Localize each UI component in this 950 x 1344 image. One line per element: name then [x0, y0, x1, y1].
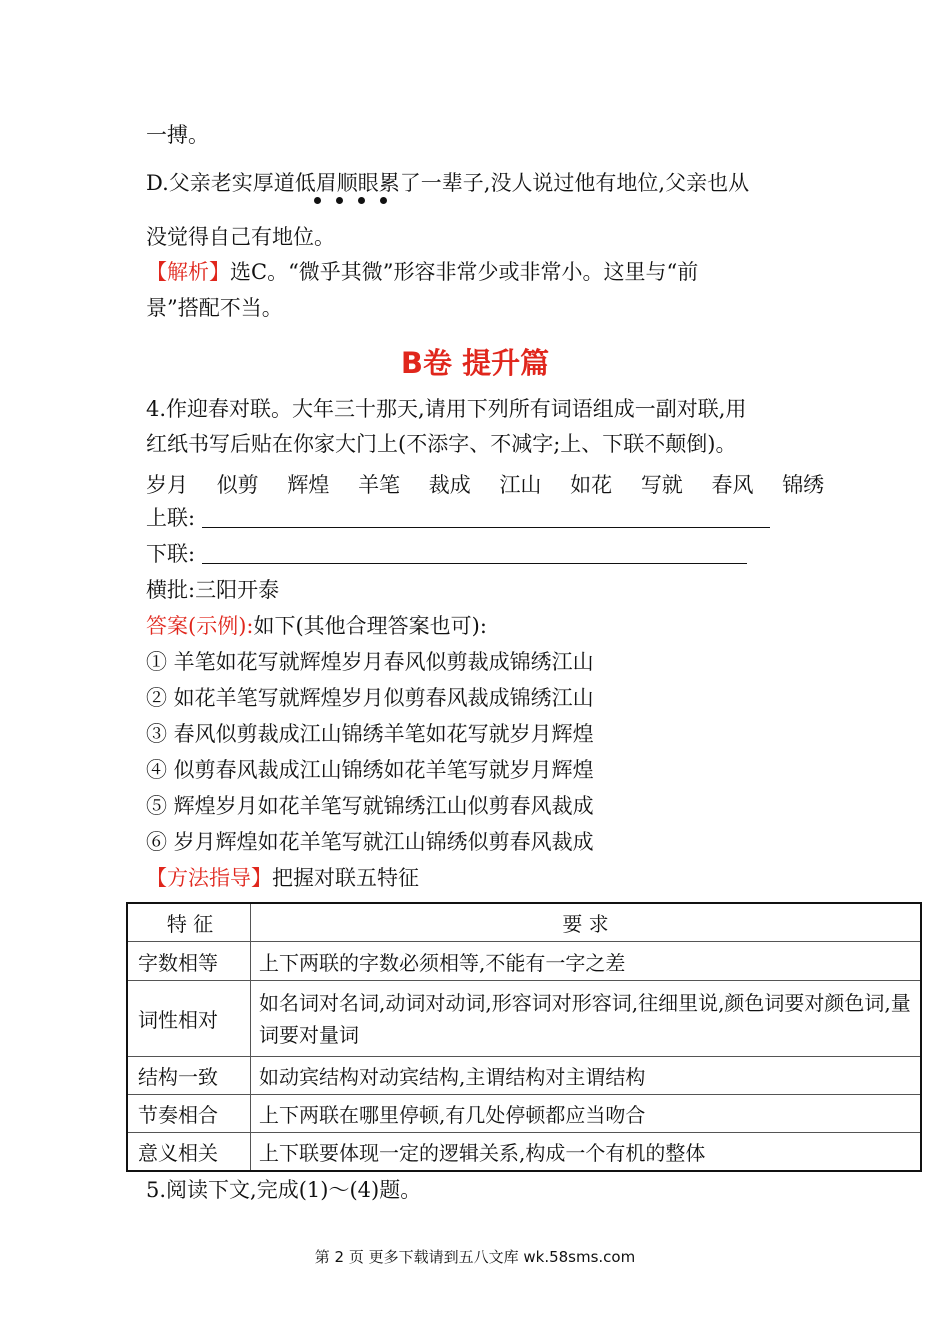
table-cell-feature: 结构一致 — [127, 1057, 251, 1095]
answer-item: ⑤ 辉煌岁月如花羊笔写就锦绣江山似剪春风裁成 — [146, 794, 594, 818]
answer-item: ③ 春风似剪裁成江山锦绣羊笔如花写就岁月辉煌 — [146, 722, 594, 746]
text-line: 一搏。 — [146, 123, 209, 147]
question-5-line1: 5.阅读下文,完成(1)～(4)题。 — [146, 1178, 422, 1202]
table-row — [127, 1057, 921, 1095]
answer-item: ② 如花羊笔写就辉煌岁月似剪春风裁成锦绣江山 — [146, 686, 594, 710]
answer-item: ⑥ 岁月辉煌如花羊笔写就江山锦绣似剪春风裁成 — [146, 830, 594, 854]
answer-tag: 答案(示例): — [146, 614, 254, 638]
table-cell-feature: 字数相等 — [127, 942, 251, 981]
answer-intro: 如下(其他合理答案也可): — [253, 614, 487, 638]
word-item: 似剪 — [216, 473, 259, 497]
word-item: 羊笔 — [358, 473, 401, 497]
method-tag: 【方法指导】 — [146, 866, 272, 890]
answer-item: ④ 似剪春风裁成江山锦绣如花羊笔写就岁月辉煌 — [146, 758, 594, 782]
question-4-line2: 红纸书写后贴在你家大门上(不添字、不减字;上、下联不颠倒)。 — [146, 432, 737, 456]
word-item: 江山 — [499, 473, 542, 497]
analysis-tag: 【解析】 — [146, 260, 230, 284]
question-4-line1: 4.作迎春对联。大年三十那天,请用下列所有词语组成一副对联,用 — [146, 397, 747, 421]
page-footer: 第 2 页 更多下载请到五八文库 wk.58sms.com — [314, 1248, 636, 1266]
table-cell-feature: 意义相关 — [127, 1133, 251, 1172]
table-header-cell: 要 求 — [251, 903, 922, 942]
table-cell-requirement: 上下两联的字数必须相等,不能有一字之差 — [251, 942, 922, 981]
answer-item: ① 羊笔如花写就辉煌岁月春风似剪裁成锦绣江山 — [146, 650, 594, 674]
table-header-row — [127, 903, 921, 942]
table-row — [127, 1095, 921, 1133]
table-row — [127, 942, 921, 981]
method-guide — [146, 868, 419, 889]
word-list — [146, 469, 846, 499]
table-row — [127, 1133, 921, 1172]
analysis-line1 — [146, 262, 698, 283]
lower-couplet-label: 下联: — [146, 542, 196, 566]
option-d-line2: 没觉得自己有地位。 — [146, 225, 335, 249]
upper-couplet-blank — [202, 527, 770, 528]
table-cell-feature: 词性相对 — [127, 981, 251, 1057]
section-title: B卷 提升篇 — [400, 346, 550, 380]
word-item: 春风 — [711, 473, 754, 497]
option-d-line1: D.父亲老实厚道低眉顺眼累了一辈子,没人说过他有地位,父亲也从 — [146, 171, 750, 195]
word-item: 写就 — [640, 473, 683, 497]
table-cell-requirement: 如动宾结构对动宾结构,主谓结构对主谓结构 — [251, 1057, 922, 1095]
word-item: 岁月 — [146, 473, 188, 497]
table-cell-feature: 节奏相合 — [127, 1095, 251, 1133]
word-item: 锦绣 — [782, 473, 825, 497]
table-cell-requirement: 上下两联在哪里停顿,有几处停顿都应当吻合 — [251, 1095, 922, 1133]
analysis-text: 选C。“微乎其微”形容非常少或非常小。这里与“前 — [230, 260, 699, 284]
answer-line — [146, 616, 487, 637]
word-item: 如花 — [570, 473, 613, 497]
feature-table — [126, 902, 922, 1172]
upper-couplet-label: 上联: — [146, 506, 196, 530]
lower-couplet-blank — [202, 563, 747, 564]
word-item: 裁成 — [428, 473, 471, 497]
table-cell-requirement: 如名词对名词,动词对动词,形容词对形容词,往细里说,颜色词要对颜色词,量词要对量词 — [251, 981, 922, 1057]
word-item: 辉煌 — [287, 473, 330, 497]
horizontal-scroll: 横批:三阳开泰 — [146, 578, 280, 602]
method-text: 把握对联五特征 — [272, 866, 419, 890]
table-cell-requirement: 上下联要体现一定的逻辑关系,构成一个有机的整体 — [251, 1133, 922, 1172]
table-header-cell: 特 征 — [127, 903, 251, 942]
table-row — [127, 981, 921, 1057]
analysis-line2: 景”搭配不当。 — [146, 296, 283, 320]
